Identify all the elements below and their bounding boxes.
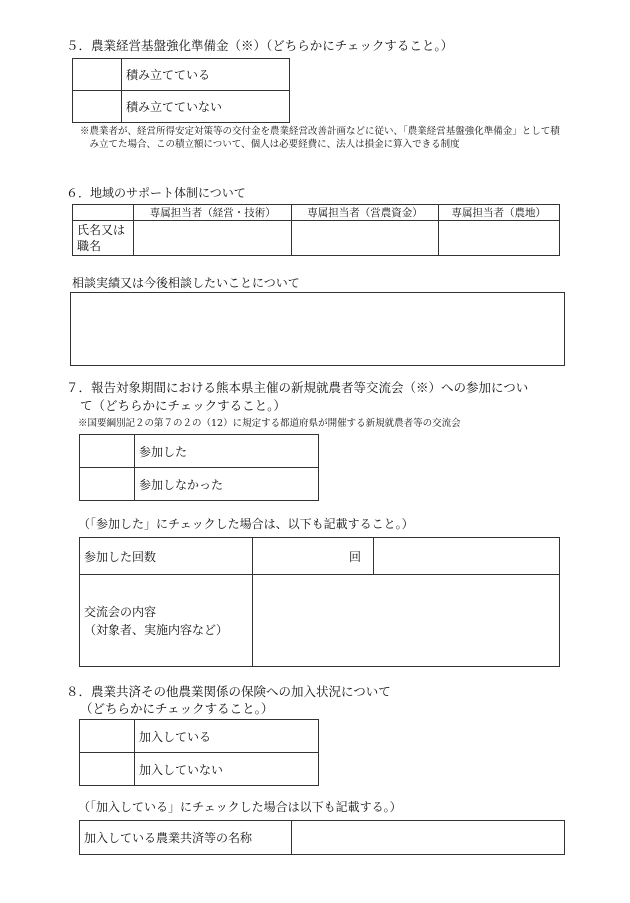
support-table [72,204,560,256]
sec7-followup: （「参加した」にチェックした場合は、以下も記載すること。） [78,517,414,531]
count-extra-cell [374,538,560,575]
support-row-label: 氏名又は職名 [73,221,134,256]
count-label: 参加した回数 [80,538,253,575]
sec5-check-cell-1[interactable] [73,59,122,91]
consult-textarea[interactable] [70,292,565,366]
sec5-note: ※農業者が、経営所得安定対策等の交付金を農業経営改善計画などに従い、「農業経営基盤強化準備金」として積み立てた場合、この積立額について、個人は必要経費に、法人は損金に算入できる制度 [80,126,560,150]
support-input-1[interactable] [134,221,292,256]
sec5-option-2: 積み立てていない [122,91,290,123]
exchange-table [79,537,560,667]
sec8-followup: （「加入している」にチェックした場合は以下も記載する。） [78,800,402,814]
content-input[interactable] [253,575,560,667]
sec7-option-2: 参加しなかった [135,468,319,501]
sec7-check-cell-2[interactable] [80,468,135,501]
sec7-heading-line1: ７．報告対象期間における熊本県主催の新規就農者等交流会（※）への参加につい [66,380,529,395]
support-col-2: 専属担当者（営農資金） [292,205,438,221]
sec8-option-2: 加入していない [135,753,319,786]
sec7-heading-line2: て（どちらかにチェックすること。） [80,398,286,413]
support-corner-cell [73,205,134,221]
sec5-option-1: 積み立てている [122,59,290,91]
sec8-check-cell-1[interactable] [80,720,135,753]
insurance-table [79,820,565,855]
sec8-check-cell-2[interactable] [80,753,135,786]
support-input-3[interactable] [438,221,559,256]
sec8-heading-line1: ８．農業共済その他農業関係の保険への加入状況について [66,684,391,699]
content-label-line1: 交流会の内容 [84,604,157,619]
consult-label: 相談実績又は今後相談したいことについて [72,276,300,290]
insurance-name-input[interactable] [292,821,565,855]
sec7-option-1: 参加した [135,435,319,468]
support-col-1: 専属担当者（経営・技術） [134,205,292,221]
support-input-2[interactable] [292,221,438,256]
content-label-line2: （対象者、実施内容など） [84,622,229,637]
count-unit: 回 [348,549,361,564]
content-label [80,575,253,667]
sec7-check-cell-1[interactable] [80,435,135,468]
sec5-checkbox-table [72,58,290,123]
insurance-name-label: 加入している農業共済等の名称 [80,821,292,855]
sec5-check-cell-2[interactable] [73,91,122,123]
sec8-heading-line2: （どちらかにチェックすること。） [80,701,274,716]
sec8-checkbox-table [79,719,319,786]
sec6-heading: ６．地域のサポート体制について [66,186,246,200]
sec7-note: ※国要綱別記２の第７の２の（12）に規定する都道府県が開催する新規就農者等の交流会 [78,418,461,429]
sec8-option-1: 加入している [135,720,319,753]
sec5-heading: ５．農業経営基盤強化準備金（※）（どちらかにチェックすること。） [66,38,454,53]
count-input[interactable] [253,538,374,575]
support-col-3: 専属担当者（農地） [438,205,559,221]
sec7-checkbox-table [79,434,319,501]
